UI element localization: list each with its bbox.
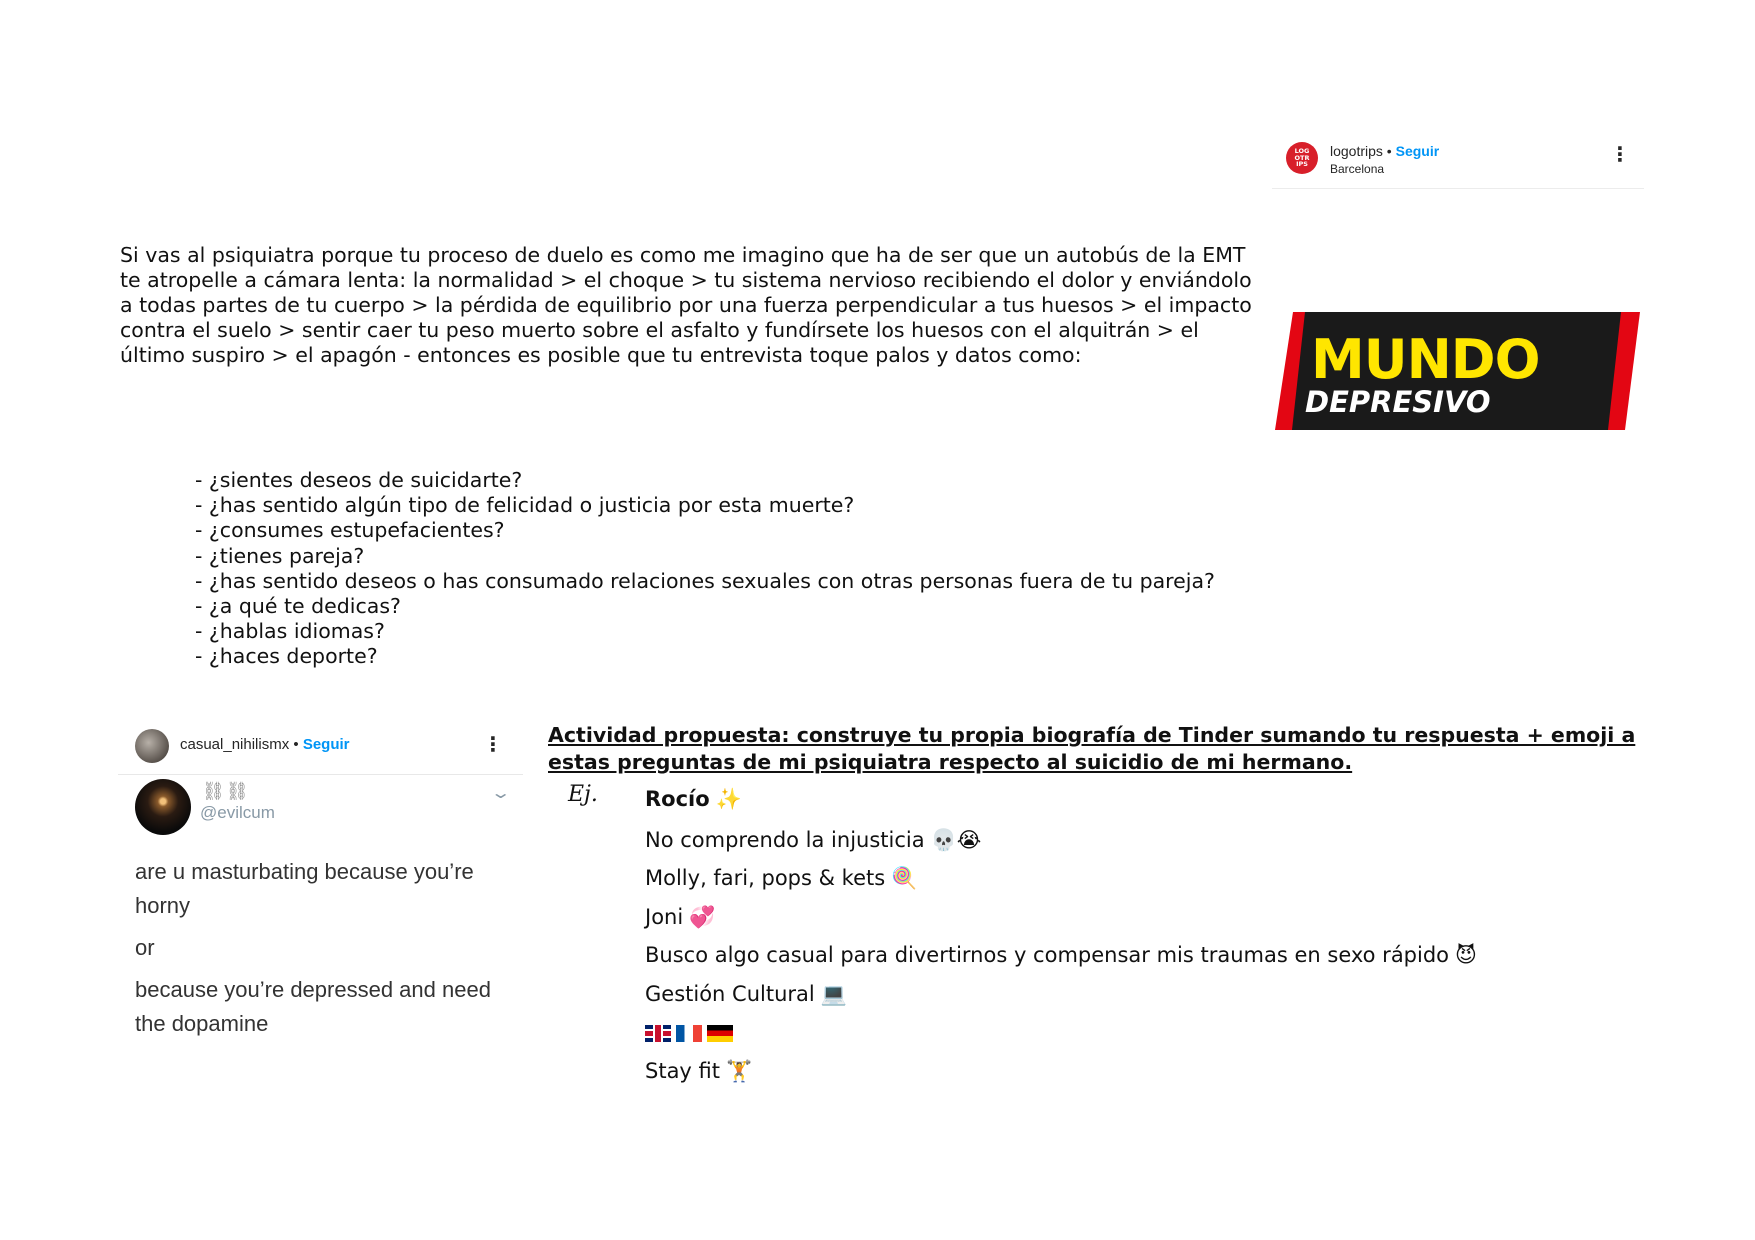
activity-title: Actividad propuesta: construye tu propia biografía de Tinder sumando tu respuesta + emoji a estas preguntas de mi psiquiatra respecto al suicidio de mi hermano. <box>548 723 1636 774</box>
chevron-down-icon[interactable]: ⌄ <box>489 783 512 802</box>
bio-line-text: Joni <box>645 904 684 929</box>
logo-word-depresivo: DEPRESIVO <box>1305 385 1491 419</box>
weightlifter-icon: 🏋️ <box>726 1058 753 1083</box>
psychiatrist-questions-list <box>195 468 1215 670</box>
bio-line <box>645 936 1477 975</box>
bio-line-text: No comprendo la injusticia <box>645 827 925 852</box>
revolving-hearts-icon: 💞 <box>689 904 716 929</box>
question-item: - ¿has sentido algún tipo de felicidad o justicia por esta muerte? <box>195 493 855 518</box>
tweet-card <box>118 775 523 1075</box>
tweet-handle[interactable]: @evilcum <box>200 803 275 822</box>
avatar-text: LOG OTR IPS <box>1294 147 1310 169</box>
question-item: - ¿has sentido deseos o has consumado relaciones sexuales con otras personas fuera de tu pareja? <box>195 568 1215 593</box>
follow-button[interactable]: Seguir <box>1395 143 1440 159</box>
tinder-bio-example <box>645 780 1477 1090</box>
flag-gb-icon <box>645 1025 671 1042</box>
username[interactable]: logotrips <box>1330 143 1383 159</box>
bio-line <box>645 898 1477 937</box>
question-item: - ¿a qué te dedicas? <box>195 594 401 619</box>
mundo-depresivo-logo <box>1275 312 1640 430</box>
bio-flags-line <box>645 1013 1477 1052</box>
tweet-paragraph: or <box>135 935 155 960</box>
instagram-post-header-bottom <box>118 724 523 775</box>
tweet-paragraph: are u masturbating because you’re horny <box>135 859 474 918</box>
question-item: - ¿haces deporte? <box>195 644 378 669</box>
question-item: - ¿hablas idiomas? <box>195 619 385 644</box>
flag-fr-icon <box>676 1025 702 1042</box>
bio-line-text: Busco algo casual para divertirnos y compensar mis traumas en sexo rápido <box>645 943 1450 967</box>
tweet-display-name: ⛓⛓ <box>202 781 250 802</box>
smiling-devil-icon: 😈 <box>1455 943 1477 967</box>
logo-word-mundo: MUNDO <box>1311 328 1540 391</box>
casual-nihilismx-avatar[interactable] <box>135 729 169 763</box>
skull-crying-icon: 💀😭 <box>930 827 982 852</box>
separator: • <box>289 736 303 753</box>
bio-line <box>645 975 1477 1014</box>
example-label: Ej. <box>568 782 598 807</box>
bio-name: Rocío <box>645 787 710 811</box>
sparkles-icon: ✨ <box>715 787 742 811</box>
location-label[interactable]: Barcelona <box>1330 162 1385 176</box>
more-options-icon[interactable]: ⋮ <box>1610 142 1630 166</box>
bio-line <box>645 859 1477 898</box>
username-line <box>1330 143 1439 159</box>
bio-name-line <box>645 780 1477 819</box>
separator: • <box>1382 143 1396 159</box>
follow-button[interactable]: Seguir <box>302 736 350 753</box>
instagram-post-header-top <box>1272 138 1644 189</box>
lollipop-icon: 🍭 <box>891 866 918 890</box>
question-item: - ¿sientes deseos de suicidarte? <box>195 468 523 492</box>
bio-line-text: Gestión Cultural <box>645 981 815 1006</box>
tweet-avatar[interactable] <box>135 779 191 835</box>
flag-de-icon <box>707 1025 733 1042</box>
logotrips-avatar[interactable] <box>1286 142 1318 174</box>
tweet-paragraph: because you’re depressed and need the dopamine <box>135 977 491 1036</box>
question-item: - ¿tienes pareja? <box>195 543 365 568</box>
laptop-icon: 💻 <box>820 981 847 1006</box>
tweet-body <box>135 855 515 1049</box>
username[interactable]: casual_nihilismx <box>180 736 290 753</box>
more-options-icon[interactable]: ⋮ <box>483 732 503 756</box>
question-item: - ¿consumes estupefacientes? <box>195 518 505 543</box>
bio-line-text: Stay fit <box>645 1058 720 1083</box>
intro-paragraph: Si vas al psiquiatra porque tu proceso de duelo es como me imagino que ha de ser que un autobús de la EMT te atropelle a cámara lenta: la normalidad > el choque > tu sistema nervioso recibiendo el dolor y enviándolo a todas partes de tu cuerpo > la pérdida de equilibrio por una fuerza perpendicular a tus huesos > el impacto contra el suelo > sentir caer tu peso muerto sobre el asfalto y fundírsete los huesos con el alquitrán > el último suspiro > el apagón - entonces es posible que tu entrevista toque palos y datos como: <box>120 243 1252 367</box>
bio-line-text: Molly, fari, pops & kets <box>645 866 886 890</box>
bio-line <box>645 1052 1477 1091</box>
username-line <box>180 736 350 753</box>
bio-line <box>645 821 1477 860</box>
